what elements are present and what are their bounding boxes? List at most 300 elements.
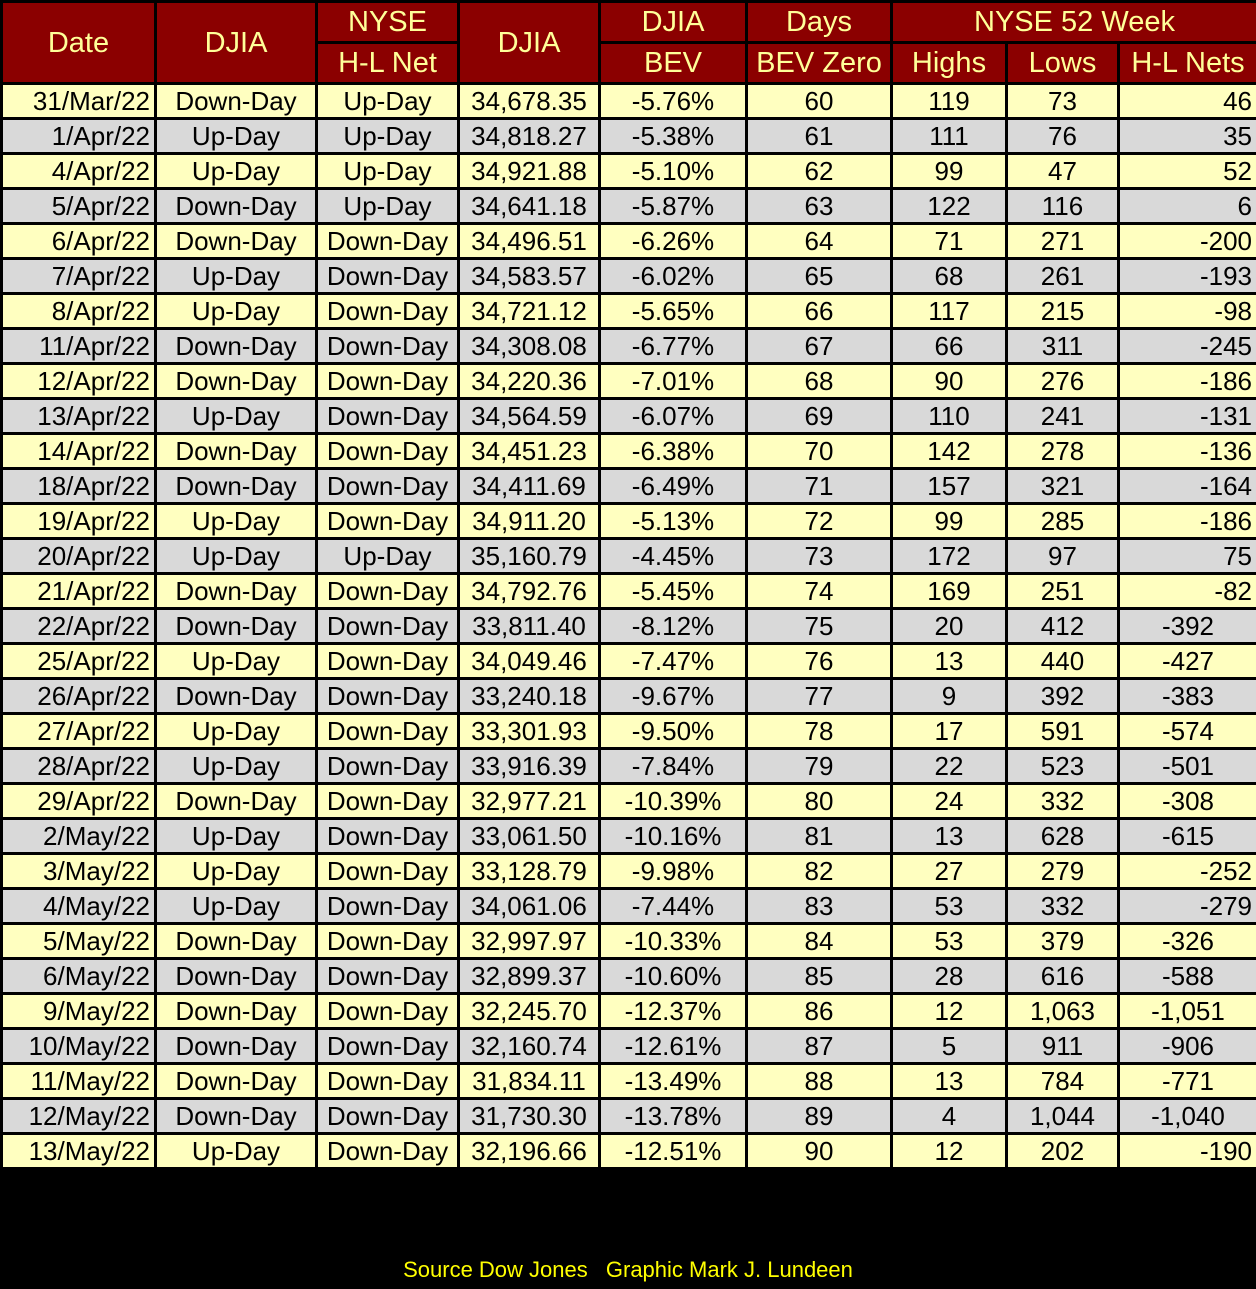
cell-lows: 215	[1007, 294, 1119, 329]
cell-hl-net: 6	[1119, 189, 1256, 224]
cell-date: 1/Apr/22	[2, 119, 156, 154]
cell-lows: 440	[1007, 644, 1119, 679]
cell-hl-net: -392	[1119, 609, 1256, 644]
cell-hl-net: -164	[1119, 469, 1256, 504]
header-djia-value: DJIA	[459, 2, 600, 84]
cell-djia-bev: -5.65%	[600, 294, 747, 329]
cell-djia-value: 33,301.93	[459, 714, 600, 749]
cell-djia-bev: -5.13%	[600, 504, 747, 539]
cell-djia-direction: Up-Day	[156, 154, 317, 189]
cell-date: 4/Apr/22	[2, 154, 156, 189]
cell-days-bev-zero: 79	[747, 749, 892, 784]
cell-djia-bev: -5.45%	[600, 574, 747, 609]
cell-djia-value: 34,308.08	[459, 329, 600, 364]
cell-date: 4/May/22	[2, 889, 156, 924]
table-row	[2, 224, 1256, 259]
cell-hl-net: -252	[1119, 854, 1256, 889]
table-row	[2, 854, 1256, 889]
cell-lows: 628	[1007, 819, 1119, 854]
cell-nyse-direction: Up-Day	[317, 189, 459, 224]
cell-lows: 278	[1007, 434, 1119, 469]
cell-nyse-direction: Down-Day	[317, 294, 459, 329]
table-row	[2, 889, 1256, 924]
cell-highs: 13	[892, 644, 1007, 679]
cell-lows: 202	[1007, 1134, 1119, 1169]
cell-nyse-direction: Down-Day	[317, 1099, 459, 1134]
table-row	[2, 644, 1256, 679]
cell-days-bev-zero: 82	[747, 854, 892, 889]
cell-highs: 9	[892, 679, 1007, 714]
cell-days-bev-zero: 85	[747, 959, 892, 994]
cell-djia-bev: -7.84%	[600, 749, 747, 784]
cell-days-bev-zero: 76	[747, 644, 892, 679]
cell-date: 29/Apr/22	[2, 784, 156, 819]
cell-lows: 1,063	[1007, 994, 1119, 1029]
cell-days-bev-zero: 80	[747, 784, 892, 819]
cell-nyse-direction: Up-Day	[317, 539, 459, 574]
cell-djia-direction: Up-Day	[156, 819, 317, 854]
cell-highs: 53	[892, 889, 1007, 924]
cell-days-bev-zero: 69	[747, 399, 892, 434]
cell-nyse-direction: Down-Day	[317, 714, 459, 749]
cell-lows: 784	[1007, 1064, 1119, 1099]
table-row	[2, 1029, 1256, 1064]
cell-djia-value: 33,240.18	[459, 679, 600, 714]
cell-hl-net: -193	[1119, 259, 1256, 294]
cell-lows: 321	[1007, 469, 1119, 504]
cell-djia-value: 34,583.57	[459, 259, 600, 294]
cell-hl-net: -279	[1119, 889, 1256, 924]
cell-djia-direction: Down-Day	[156, 364, 317, 399]
cell-djia-direction: Up-Day	[156, 119, 317, 154]
cell-days-bev-zero: 78	[747, 714, 892, 749]
cell-days-bev-zero: 87	[747, 1029, 892, 1064]
cell-djia-bev: -6.07%	[600, 399, 747, 434]
cell-hl-net: -200	[1119, 224, 1256, 259]
cell-nyse-direction: Down-Day	[317, 1029, 459, 1064]
cell-djia-value: 34,641.18	[459, 189, 600, 224]
cell-highs: 22	[892, 749, 1007, 784]
cell-nyse-direction: Down-Day	[317, 854, 459, 889]
cell-djia-direction: Up-Day	[156, 889, 317, 924]
cell-djia-value: 31,730.30	[459, 1099, 600, 1134]
cell-lows: 251	[1007, 574, 1119, 609]
cell-highs: 13	[892, 819, 1007, 854]
cell-hl-net: -82	[1119, 574, 1256, 609]
cell-djia-bev: -9.98%	[600, 854, 747, 889]
cell-date: 5/May/22	[2, 924, 156, 959]
cell-djia-value: 34,921.88	[459, 154, 600, 189]
cell-djia-bev: -12.37%	[600, 994, 747, 1029]
table-row	[2, 434, 1256, 469]
cell-hl-net: -245	[1119, 329, 1256, 364]
table-row	[2, 609, 1256, 644]
cell-djia-bev: -10.16%	[600, 819, 747, 854]
cell-date: 5/Apr/22	[2, 189, 156, 224]
cell-date: 12/Apr/22	[2, 364, 156, 399]
cell-hl-net: -588	[1119, 959, 1256, 994]
cell-nyse-direction: Up-Day	[317, 84, 459, 119]
header-days-bev-zero-line2: BEV Zero	[747, 43, 892, 84]
table-row	[2, 504, 1256, 539]
cell-highs: 5	[892, 1029, 1007, 1064]
cell-highs: 66	[892, 329, 1007, 364]
cell-djia-value: 34,220.36	[459, 364, 600, 399]
cell-highs: 90	[892, 364, 1007, 399]
footer-graphic: Graphic Mark J. Lundeen	[605, 1257, 853, 1282]
cell-djia-direction: Down-Day	[156, 609, 317, 644]
cell-date: 2/May/22	[2, 819, 156, 854]
cell-djia-value: 34,818.27	[459, 119, 600, 154]
cell-date: 7/Apr/22	[2, 259, 156, 294]
cell-highs: 53	[892, 924, 1007, 959]
cell-hl-net: -1,051	[1119, 994, 1256, 1029]
header-date: Date	[2, 2, 156, 84]
cell-djia-bev: -9.67%	[600, 679, 747, 714]
cell-nyse-direction: Down-Day	[317, 329, 459, 364]
cell-date: 28/Apr/22	[2, 749, 156, 784]
cell-djia-direction: Up-Day	[156, 749, 317, 784]
cell-highs: 28	[892, 959, 1007, 994]
cell-djia-value: 34,678.35	[459, 84, 600, 119]
table-row	[2, 84, 1256, 119]
cell-lows: 47	[1007, 154, 1119, 189]
cell-djia-direction: Up-Day	[156, 504, 317, 539]
cell-nyse-direction: Down-Day	[317, 1064, 459, 1099]
cell-nyse-direction: Down-Day	[317, 504, 459, 539]
cell-lows: 116	[1007, 189, 1119, 224]
cell-lows: 73	[1007, 84, 1119, 119]
footer-source: Source Dow Jones	[403, 1257, 588, 1282]
cell-djia-direction: Up-Day	[156, 539, 317, 574]
cell-djia-value: 32,899.37	[459, 959, 600, 994]
cell-hl-net: -615	[1119, 819, 1256, 854]
cell-date: 21/Apr/22	[2, 574, 156, 609]
cell-hl-net: -427	[1119, 644, 1256, 679]
table-body	[2, 84, 1256, 1169]
table-row	[2, 364, 1256, 399]
cell-djia-direction: Down-Day	[156, 434, 317, 469]
cell-highs: 111	[892, 119, 1007, 154]
cell-djia-bev: -6.77%	[600, 329, 747, 364]
cell-djia-value: 31,834.11	[459, 1064, 600, 1099]
cell-djia-bev: -6.38%	[600, 434, 747, 469]
cell-date: 6/Apr/22	[2, 224, 156, 259]
cell-hl-net: -98	[1119, 294, 1256, 329]
cell-nyse-direction: Down-Day	[317, 924, 459, 959]
cell-highs: 68	[892, 259, 1007, 294]
cell-nyse-direction: Up-Day	[317, 119, 459, 154]
cell-djia-value: 34,721.12	[459, 294, 600, 329]
header-djia-bev-line2: BEV	[600, 43, 747, 84]
cell-highs: 99	[892, 504, 1007, 539]
cell-days-bev-zero: 81	[747, 819, 892, 854]
cell-date: 9/May/22	[2, 994, 156, 1029]
cell-djia-direction: Down-Day	[156, 959, 317, 994]
cell-djia-direction: Up-Day	[156, 259, 317, 294]
table-row	[2, 994, 1256, 1029]
cell-lows: 311	[1007, 329, 1119, 364]
cell-highs: 20	[892, 609, 1007, 644]
table-row	[2, 329, 1256, 364]
cell-djia-value: 33,061.50	[459, 819, 600, 854]
header-nyse-52-week: NYSE 52 Week	[892, 2, 1256, 43]
cell-date: 19/Apr/22	[2, 504, 156, 539]
cell-highs: 110	[892, 399, 1007, 434]
cell-djia-value: 34,564.59	[459, 399, 600, 434]
cell-highs: 169	[892, 574, 1007, 609]
header-nyse-hl-net-line2: H-L Net	[317, 43, 459, 84]
cell-djia-value: 32,160.74	[459, 1029, 600, 1064]
cell-days-bev-zero: 60	[747, 84, 892, 119]
cell-lows: 241	[1007, 399, 1119, 434]
cell-date: 11/May/22	[2, 1064, 156, 1099]
cell-days-bev-zero: 73	[747, 539, 892, 574]
cell-djia-bev: -10.39%	[600, 784, 747, 819]
cell-lows: 97	[1007, 539, 1119, 574]
table-row	[2, 399, 1256, 434]
cell-djia-value: 32,196.66	[459, 1134, 600, 1169]
table-row	[2, 1064, 1256, 1099]
cell-nyse-direction: Down-Day	[317, 469, 459, 504]
cell-days-bev-zero: 66	[747, 294, 892, 329]
cell-lows: 412	[1007, 609, 1119, 644]
cell-nyse-direction: Down-Day	[317, 994, 459, 1029]
cell-days-bev-zero: 86	[747, 994, 892, 1029]
cell-djia-bev: -5.38%	[600, 119, 747, 154]
cell-djia-direction: Down-Day	[156, 994, 317, 1029]
cell-lows: 911	[1007, 1029, 1119, 1064]
cell-date: 25/Apr/22	[2, 644, 156, 679]
table-row	[2, 1134, 1256, 1169]
cell-djia-bev: -7.47%	[600, 644, 747, 679]
cell-date: 20/Apr/22	[2, 539, 156, 574]
table-row	[2, 1099, 1256, 1134]
cell-lows: 332	[1007, 889, 1119, 924]
cell-hl-net: -906	[1119, 1029, 1256, 1064]
cell-nyse-direction: Down-Day	[317, 399, 459, 434]
table-row	[2, 539, 1256, 574]
cell-days-bev-zero: 62	[747, 154, 892, 189]
cell-djia-direction: Down-Day	[156, 784, 317, 819]
cell-days-bev-zero: 74	[747, 574, 892, 609]
cell-hl-net: -136	[1119, 434, 1256, 469]
cell-lows: 276	[1007, 364, 1119, 399]
cell-djia-value: 34,911.20	[459, 504, 600, 539]
cell-hl-net: 75	[1119, 539, 1256, 574]
cell-lows: 591	[1007, 714, 1119, 749]
cell-date: 18/Apr/22	[2, 469, 156, 504]
cell-hl-net: -383	[1119, 679, 1256, 714]
cell-hl-net: -190	[1119, 1134, 1256, 1169]
cell-hl-net: -1,040	[1119, 1099, 1256, 1134]
cell-djia-direction: Down-Day	[156, 924, 317, 959]
cell-djia-bev: -10.60%	[600, 959, 747, 994]
cell-hl-net: -771	[1119, 1064, 1256, 1099]
table-row	[2, 679, 1256, 714]
cell-nyse-direction: Down-Day	[317, 784, 459, 819]
header-nyse-hl-net-line1: NYSE	[317, 2, 459, 43]
cell-djia-direction: Down-Day	[156, 1029, 317, 1064]
cell-date: 3/May/22	[2, 854, 156, 889]
cell-djia-bev: -5.87%	[600, 189, 747, 224]
cell-djia-value: 34,451.23	[459, 434, 600, 469]
cell-djia-direction: Up-Day	[156, 294, 317, 329]
cell-lows: 279	[1007, 854, 1119, 889]
cell-hl-net: -186	[1119, 364, 1256, 399]
table-row	[2, 189, 1256, 224]
cell-lows: 523	[1007, 749, 1119, 784]
cell-lows: 379	[1007, 924, 1119, 959]
cell-nyse-direction: Down-Day	[317, 959, 459, 994]
table-row	[2, 819, 1256, 854]
cell-hl-net: -574	[1119, 714, 1256, 749]
cell-djia-direction: Down-Day	[156, 469, 317, 504]
cell-highs: 99	[892, 154, 1007, 189]
cell-date: 6/May/22	[2, 959, 156, 994]
cell-djia-bev: -13.49%	[600, 1064, 747, 1099]
cell-highs: 122	[892, 189, 1007, 224]
cell-djia-direction: Up-Day	[156, 399, 317, 434]
cell-djia-bev: -6.26%	[600, 224, 747, 259]
cell-djia-bev: -13.78%	[600, 1099, 747, 1134]
cell-hl-net: 52	[1119, 154, 1256, 189]
cell-nyse-direction: Down-Day	[317, 364, 459, 399]
cell-hl-net: -131	[1119, 399, 1256, 434]
cell-lows: 332	[1007, 784, 1119, 819]
cell-hl-net: -326	[1119, 924, 1256, 959]
cell-djia-direction: Down-Day	[156, 574, 317, 609]
cell-date: 8/Apr/22	[2, 294, 156, 329]
cell-hl-net: -501	[1119, 749, 1256, 784]
cell-lows: 271	[1007, 224, 1119, 259]
cell-nyse-direction: Down-Day	[317, 819, 459, 854]
cell-djia-value: 34,411.69	[459, 469, 600, 504]
cell-djia-value: 34,061.06	[459, 889, 600, 924]
cell-highs: 27	[892, 854, 1007, 889]
cell-highs: 157	[892, 469, 1007, 504]
cell-nyse-direction: Down-Day	[317, 679, 459, 714]
cell-lows: 76	[1007, 119, 1119, 154]
cell-highs: 12	[892, 994, 1007, 1029]
header-lows: Lows	[1007, 43, 1119, 84]
cell-djia-direction: Up-Day	[156, 714, 317, 749]
cell-nyse-direction: Down-Day	[317, 644, 459, 679]
cell-djia-direction: Down-Day	[156, 1099, 317, 1134]
cell-highs: 4	[892, 1099, 1007, 1134]
cell-date: 10/May/22	[2, 1029, 156, 1064]
cell-djia-value: 33,811.40	[459, 609, 600, 644]
cell-days-bev-zero: 75	[747, 609, 892, 644]
cell-highs: 12	[892, 1134, 1007, 1169]
cell-highs: 17	[892, 714, 1007, 749]
table-row	[2, 574, 1256, 609]
cell-djia-value: 33,128.79	[459, 854, 600, 889]
cell-djia-bev: -7.44%	[600, 889, 747, 924]
cell-djia-direction: Up-Day	[156, 854, 317, 889]
table-row	[2, 154, 1256, 189]
cell-djia-value: 35,160.79	[459, 539, 600, 574]
cell-days-bev-zero: 68	[747, 364, 892, 399]
cell-nyse-direction: Down-Day	[317, 749, 459, 784]
header-djia-direction: DJIA	[156, 2, 317, 84]
cell-djia-bev: -8.12%	[600, 609, 747, 644]
cell-djia-value: 32,245.70	[459, 994, 600, 1029]
cell-lows: 285	[1007, 504, 1119, 539]
table-row	[2, 959, 1256, 994]
table-row	[2, 469, 1256, 504]
cell-nyse-direction: Down-Day	[317, 1134, 459, 1169]
table-row	[2, 259, 1256, 294]
header-highs: Highs	[892, 43, 1007, 84]
table-row	[2, 294, 1256, 329]
cell-djia-value: 34,049.46	[459, 644, 600, 679]
cell-days-bev-zero: 65	[747, 259, 892, 294]
cell-days-bev-zero: 72	[747, 504, 892, 539]
cell-djia-direction: Down-Day	[156, 1064, 317, 1099]
cell-lows: 261	[1007, 259, 1119, 294]
cell-djia-value: 34,496.51	[459, 224, 600, 259]
cell-lows: 1,044	[1007, 1099, 1119, 1134]
header-hl-nets: H-L Nets	[1119, 43, 1256, 84]
cell-djia-bev: -10.33%	[600, 924, 747, 959]
cell-djia-bev: -12.61%	[600, 1029, 747, 1064]
cell-djia-direction: Down-Day	[156, 329, 317, 364]
cell-date: 14/Apr/22	[2, 434, 156, 469]
cell-djia-bev: -6.02%	[600, 259, 747, 294]
cell-nyse-direction: Up-Day	[317, 154, 459, 189]
cell-hl-net: -186	[1119, 504, 1256, 539]
cell-date: 27/Apr/22	[2, 714, 156, 749]
cell-days-bev-zero: 77	[747, 679, 892, 714]
cell-djia-value: 33,916.39	[459, 749, 600, 784]
cell-djia-bev: -4.45%	[600, 539, 747, 574]
cell-date: 12/May/22	[2, 1099, 156, 1134]
cell-days-bev-zero: 83	[747, 889, 892, 924]
cell-djia-value: 32,997.97	[459, 924, 600, 959]
cell-date: 13/May/22	[2, 1134, 156, 1169]
table-row	[2, 784, 1256, 819]
cell-djia-bev: -5.76%	[600, 84, 747, 119]
table-row	[2, 119, 1256, 154]
cell-days-bev-zero: 90	[747, 1134, 892, 1169]
cell-nyse-direction: Down-Day	[317, 224, 459, 259]
cell-djia-direction: Down-Day	[156, 679, 317, 714]
cell-days-bev-zero: 67	[747, 329, 892, 364]
cell-djia-bev: -7.01%	[600, 364, 747, 399]
cell-highs: 24	[892, 784, 1007, 819]
cell-nyse-direction: Down-Day	[317, 434, 459, 469]
cell-days-bev-zero: 71	[747, 469, 892, 504]
cell-date: 13/Apr/22	[2, 399, 156, 434]
cell-days-bev-zero: 64	[747, 224, 892, 259]
cell-days-bev-zero: 88	[747, 1064, 892, 1099]
cell-nyse-direction: Down-Day	[317, 889, 459, 924]
cell-hl-net: 46	[1119, 84, 1256, 119]
cell-date: 26/Apr/22	[2, 679, 156, 714]
cell-highs: 13	[892, 1064, 1007, 1099]
cell-nyse-direction: Down-Day	[317, 574, 459, 609]
cell-days-bev-zero: 84	[747, 924, 892, 959]
cell-djia-bev: -5.10%	[600, 154, 747, 189]
cell-nyse-direction: Down-Day	[317, 259, 459, 294]
cell-djia-bev: -9.50%	[600, 714, 747, 749]
cell-highs: 142	[892, 434, 1007, 469]
cell-date: 22/Apr/22	[2, 609, 156, 644]
footer-credits	[0, 1254, 1256, 1289]
cell-highs: 172	[892, 539, 1007, 574]
cell-djia-direction: Down-Day	[156, 84, 317, 119]
